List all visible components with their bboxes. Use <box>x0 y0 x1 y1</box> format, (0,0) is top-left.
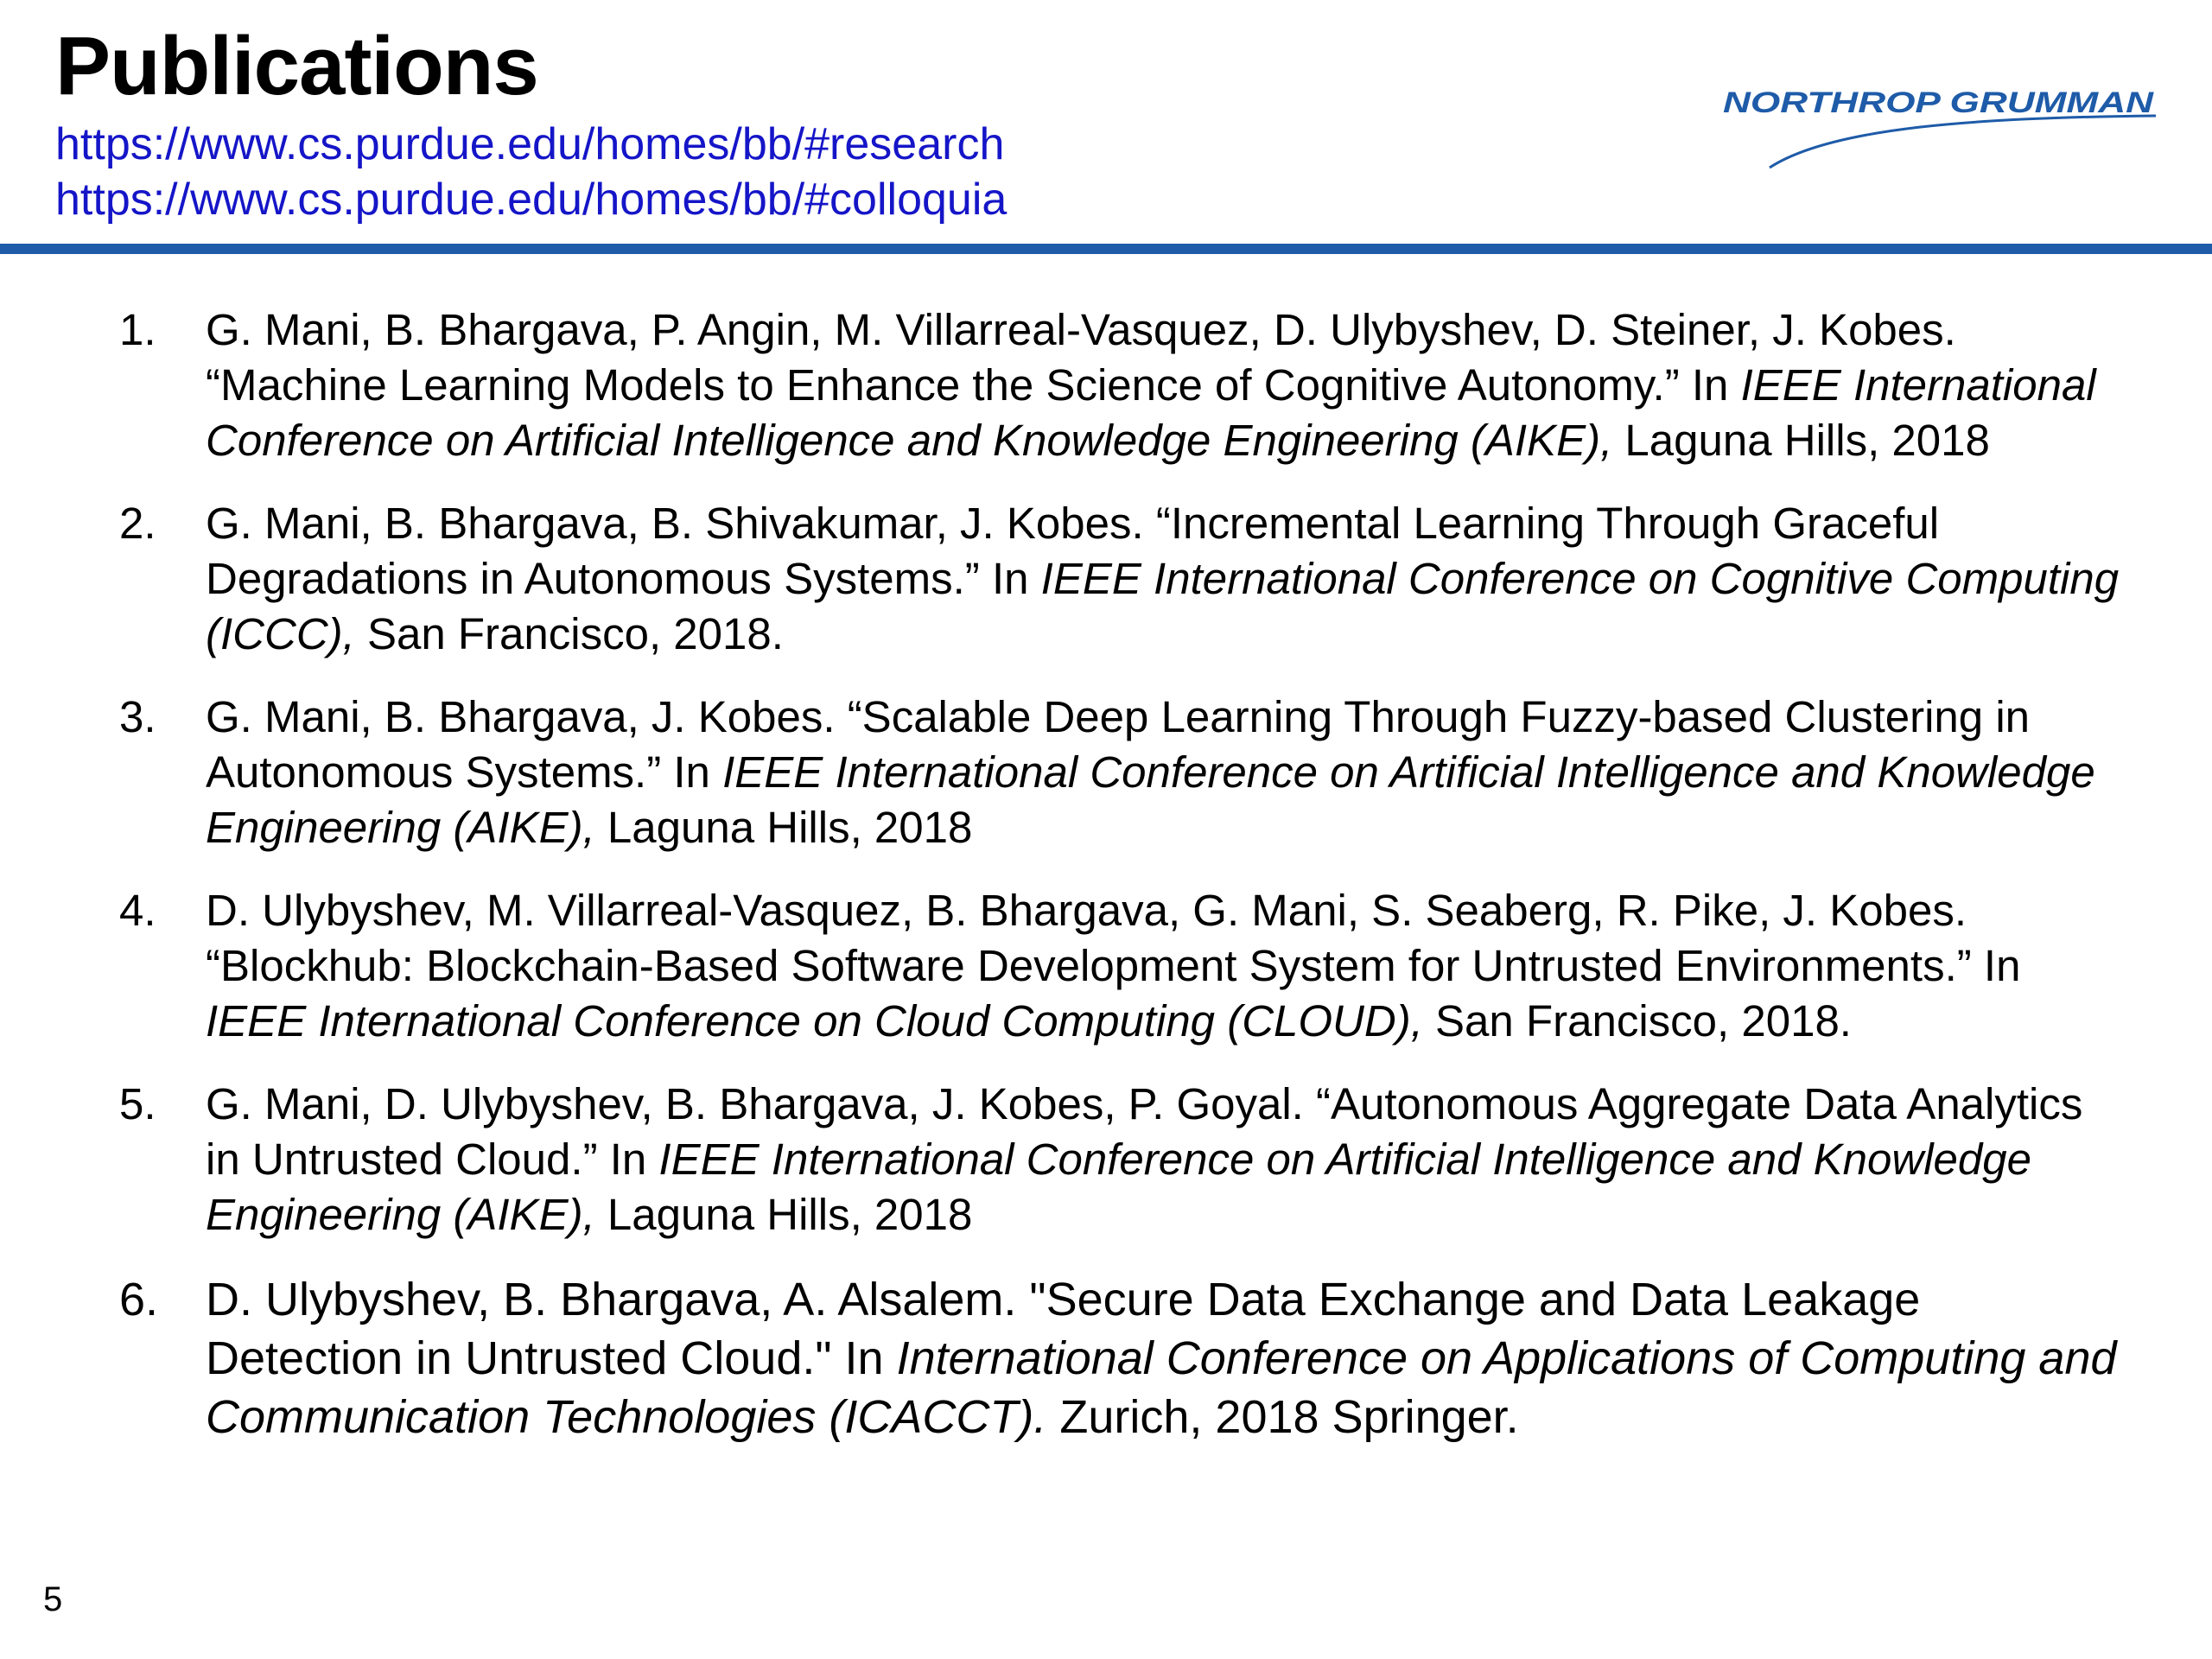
publication-number: 2. <box>119 499 156 548</box>
publication-item <box>0 1077 2212 1243</box>
northrop-grumman-logo <box>1719 79 2169 175</box>
publication-authors-title: G. Mani, B. Bhargava, P. Angin, M. Villarreal-Vasquez, D. Ulybyshev, D. Steiner, J. Kobes. “Machine Learning Models to Enhance the Science of Cognitive Autonomy.” In <box>206 305 1956 410</box>
publication-item <box>0 302 2212 468</box>
publication-authors-title: D. Ulybyshev, M. Villarreal-Vasquez, B. Bhargava, G. Mani, S. Seaberg, R. Pike, J. Kobes. “Blockhub: Blockchain-Based Software Development System for Untrusted Environments.” In <box>206 886 2021 990</box>
publication-location-year: Laguna Hills, 2018 <box>1612 416 1990 465</box>
publication-venue: IEEE International Conference on Cloud Computing (CLOUD), <box>206 996 1423 1046</box>
publication-number: 1. <box>119 305 156 354</box>
publication-item <box>0 1270 2212 1446</box>
logo-text: NORTHROP GRUMMAN <box>1723 86 2155 119</box>
research-link[interactable]: https://www.cs.purdue.edu/homes/bb/#research <box>55 119 1005 169</box>
publication-venue: IEEE International Conference on Artificial Intelligence and Knowledge Engineering (AIKE), <box>206 747 2095 852</box>
publication-authors-title: G. Mani, B. Bhargava, J. Kobes. “Scalable Deep Learning Through Fuzzy-based Clustering in Autonomous Systems.” In <box>206 692 2031 797</box>
publication-list <box>0 302 2212 1474</box>
colloquia-link[interactable]: https://www.cs.purdue.edu/homes/bb/#colloquia <box>55 175 1007 225</box>
page-title: Publications <box>55 20 538 112</box>
publication-number: 4. <box>119 886 156 935</box>
publication-location-year: San Francisco, 2018. <box>354 609 784 658</box>
publication-location-year: San Francisco, 2018. <box>1422 996 1852 1046</box>
publication-number: 3. <box>119 692 156 741</box>
publication-location-year: Zurich, 2018 Springer. <box>1046 1391 1519 1443</box>
publication-item <box>0 496 2212 662</box>
logo-swoosh-icon <box>1770 116 2156 168</box>
publication-number: 5. <box>119 1079 156 1128</box>
publication-venue: International Conference on Applications of Computing and Communication Technologies (ICACCT). <box>206 1332 2117 1443</box>
publication-item <box>0 883 2212 1049</box>
publication-authors-title: G. Mani, B. Bhargava, B. Shivakumar, J. Kobes. “Incremental Learning Through Graceful Degradations in Autonomous Systems.” In <box>206 499 1940 603</box>
reference-links <box>55 117 1007 227</box>
publication-item <box>0 690 2212 855</box>
publication-venue: IEEE International Conference on Cognitive Computing (ICCC), <box>206 554 2120 658</box>
publication-location-year: Laguna Hills, 2018 <box>594 1190 973 1239</box>
page-number: 5 <box>43 1580 63 1618</box>
header-divider <box>0 244 2212 254</box>
publication-authors-title: D. Ulybyshev, B. Bhargava, A. Alsalem. "Secure Data Exchange and Data Leakage Detection in Untrusted Cloud." In <box>206 1274 1921 1384</box>
publication-number: 6. <box>119 1274 159 1325</box>
publication-location-year: Laguna Hills, 2018 <box>594 803 973 852</box>
publication-authors-title: G. Mani, D. Ulybyshev, B. Bhargava, J. Kobes, P. Goyal. “Autonomous Aggregate Data Analytics in Untrusted Cloud.” In <box>206 1079 2083 1184</box>
publication-venue: IEEE International Conference on Artificial Intelligence and Knowledge Engineering (AIKE), <box>206 1135 2032 1239</box>
publication-venue: IEEE International Conference on Artificial Intelligence and Knowledge Engineering (AIKE), <box>206 360 2096 465</box>
